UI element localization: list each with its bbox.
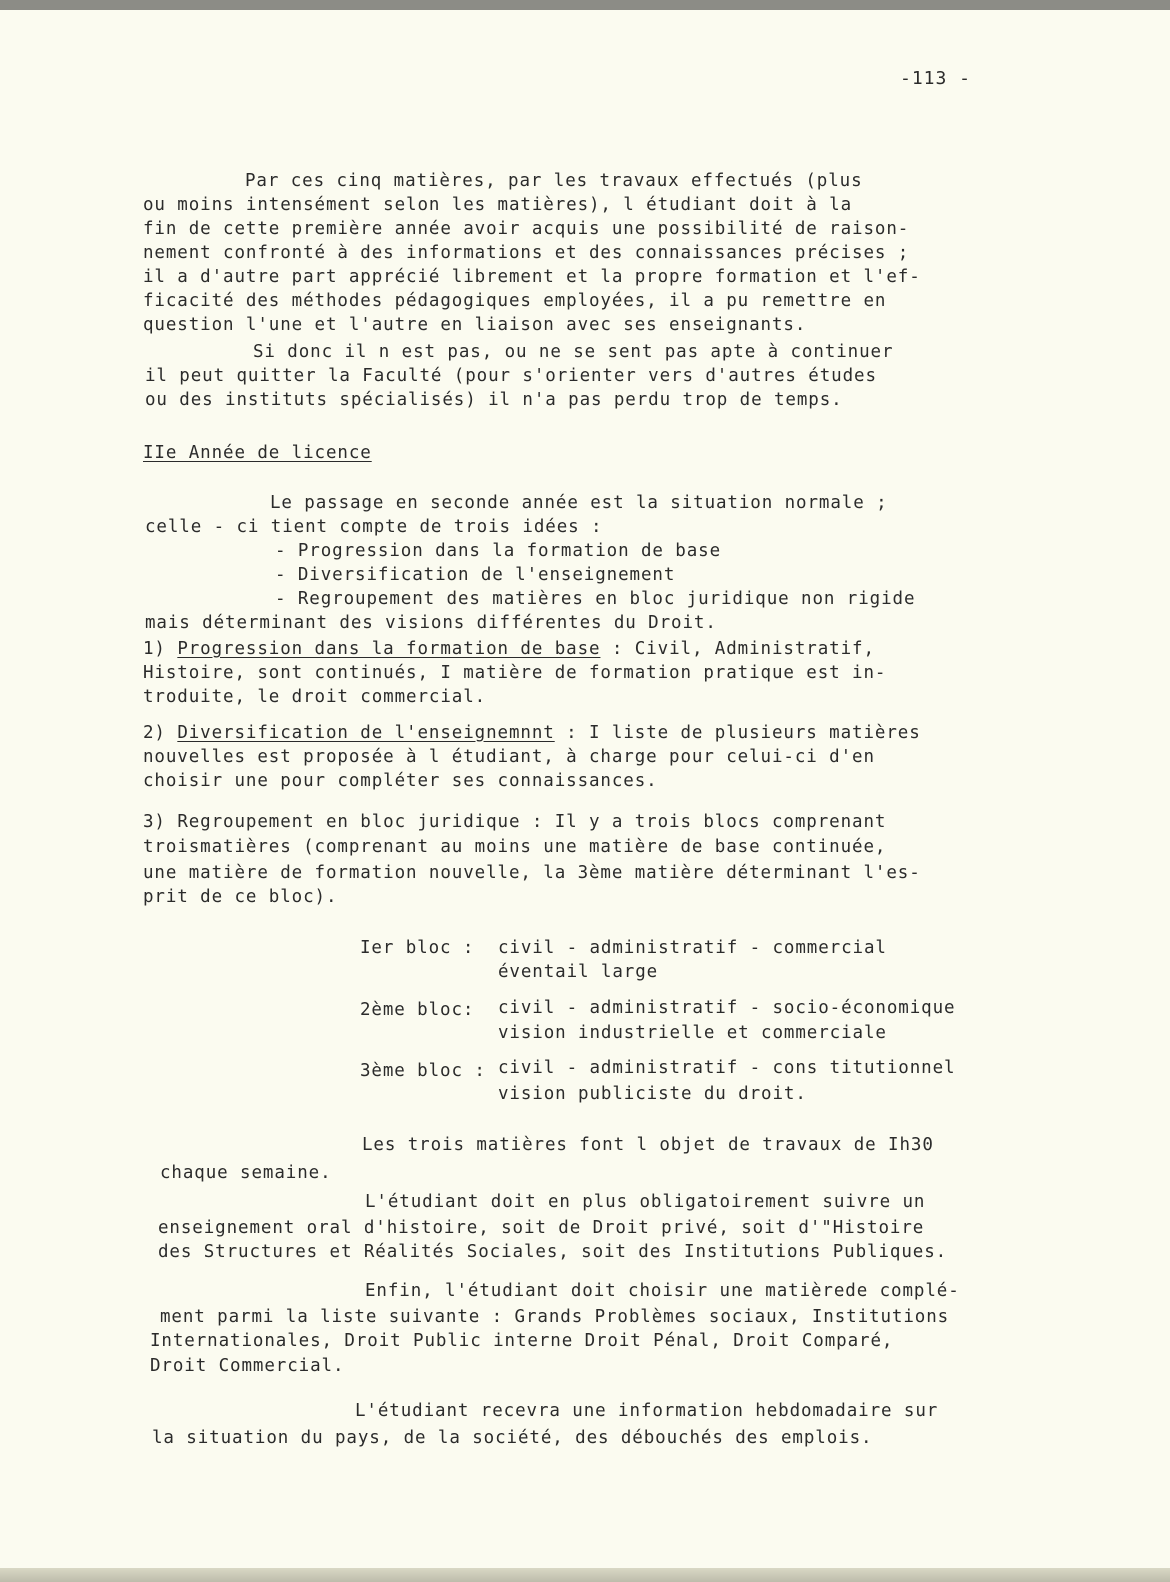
bloc-label: 3ème bloc : (360, 1061, 486, 1081)
text-line: celle - ci tient compte de trois idées : (145, 517, 603, 537)
text-line: des Structures et Réalités Sociales, soit des Institutions Publiques. (158, 1242, 948, 1262)
numbered-item: 1) Progression dans la formation de base : Civil, Administratif, (143, 639, 875, 659)
text-line: troismatières (comprenant au moins une matière de base continuée, (143, 837, 887, 857)
bloc-subjects: civil - administratif - socio-économique (498, 998, 956, 1018)
section-heading: IIe Année de licence (143, 443, 372, 463)
text-line: chaque semaine. (160, 1163, 332, 1183)
text-line: il a d'autre part apprécié librement et la propre formation et l'ef- (143, 267, 921, 287)
text-line: - Progression dans la formation de base (275, 541, 721, 561)
text-line: Histoire, sont continués, I matière de formation pratique est in- (143, 663, 887, 683)
bloc-vision: vision industrielle et commerciale (498, 1023, 887, 1043)
text-line: il peut quitter la Faculté (pour s'orienter vers d'autres études (145, 366, 877, 386)
numbered-item: 2) Diversification de l'enseignemnnt : I liste de plusieurs matières (143, 723, 921, 743)
text-line: la situation du pays, de la société, des débouchés des emplois. (152, 1428, 873, 1448)
text-line: fin de cette première année avoir acquis une possibilité de raison- (143, 219, 910, 239)
text-line: - Diversification de l'enseignement (275, 565, 676, 585)
numbered-item: 3) Regroupement en bloc juridique : Il y a trois blocs comprenant (143, 812, 887, 832)
text-line: L'étudiant recevra une information hebdomadaire sur (355, 1401, 939, 1421)
bloc-vision: éventail large (498, 962, 659, 982)
text-line: Par ces cinq matières, par les travaux effectués (plus (245, 171, 863, 191)
text-line: nouvelles est proposée à l étudiant, à charge pour celui-ci d'en (143, 747, 875, 767)
text-line: Droit Commercial. (150, 1356, 345, 1376)
bloc-label: 2ème bloc: (360, 1000, 475, 1020)
text-line: Les trois matières font l objet de travaux de Ih30 (362, 1135, 934, 1155)
page-number: -113 - (900, 68, 972, 89)
bloc-subjects: civil - administratif - cons titutionnel (498, 1058, 956, 1078)
bloc-label: Ier bloc : (360, 938, 475, 958)
text-line: troduite, le droit commercial. (143, 687, 487, 707)
bloc-subjects: civil - administratif - commercial (498, 938, 887, 958)
text-line: Si donc il n est pas, ou ne se sent pas apte à continuer (253, 342, 894, 362)
text-line: ment parmi la liste suivante : Grands Problèmes sociaux, Institutions (160, 1307, 950, 1327)
text-line: prit de ce bloc). (143, 887, 338, 907)
text-line: une matière de formation nouvelle, la 3ème matière déterminant l'es- (143, 863, 921, 883)
text-line: Le passage en seconde année est la situation normale ; (270, 493, 888, 513)
text-line: Internationales, Droit Public interne Droit Pénal, Droit Comparé, (150, 1331, 894, 1351)
text-line: choisir une pour compléter ses connaissances. (143, 771, 658, 791)
text-line: ou moins intensément selon les matières), l étudiant doit à la (143, 195, 853, 215)
text-line: mais déterminant des visions différentes du Droit. (145, 613, 717, 633)
text-line: Enfin, l'étudiant doit choisir une matièrede complé- (365, 1281, 960, 1301)
text-line: enseignement oral d'histoire, soit de Droit privé, soit d'"Histoire (158, 1218, 925, 1238)
bloc-vision: vision publiciste du droit. (498, 1084, 807, 1104)
text-line: question l'une et l'autre en liaison avec ses enseignants. (143, 315, 807, 335)
text-line: ou des instituts spécialisés) il n'a pas perdu trop de temps. (145, 390, 843, 410)
text-line: ficacité des méthodes pédagogiques employées, il a pu remettre en (143, 291, 887, 311)
text-line: - Regroupement des matières en bloc juridique non rigide (275, 589, 916, 609)
text-line: nement confronté à des informations et des connaissances précises ; (143, 243, 910, 263)
text-line: L'étudiant doit en plus obligatoirement suivre un (365, 1192, 926, 1212)
